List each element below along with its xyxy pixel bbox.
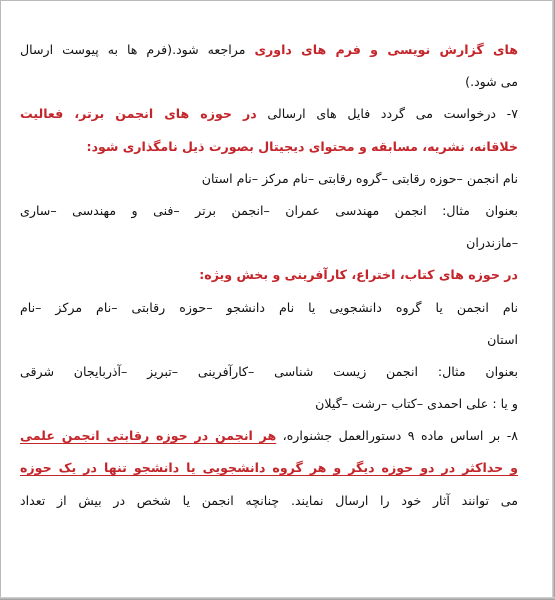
- text-line: [20, 452, 518, 484]
- text-line: [20, 163, 518, 195]
- text-line: [20, 292, 518, 324]
- body-text: می شود.): [465, 74, 518, 90]
- text-line: [20, 324, 518, 356]
- body-text: و یا : علی احمدی –کتاب –رشت –گیلان: [315, 396, 518, 412]
- text-line: [20, 98, 518, 130]
- text-line: [20, 259, 518, 291]
- text-line: [20, 195, 518, 227]
- body-text: نام انجمن –حوزه رقابتی –گروه رقابتی –نام مرکز –نام استان: [201, 170, 518, 186]
- text-line: [20, 420, 518, 452]
- text-line: [20, 66, 518, 98]
- body-text: –مازندران: [466, 235, 518, 251]
- body-text: ۷- درخواست می گردد فایل های ارسالی: [256, 106, 518, 122]
- text-line: [20, 227, 518, 259]
- body-text: ۸- بر اساس ماده ۹ دستورالعمل جشنواره،: [276, 428, 518, 444]
- body-text: نام انجمن یا گروه دانشجویی یا نام دانشجو –حوزه رقابتی –نام مرکز –نام: [20, 299, 518, 315]
- text-line: [20, 485, 518, 517]
- text-line: [20, 356, 518, 388]
- body-text: استان: [487, 331, 518, 347]
- highlighted-text: در حوزه های انجمن برتر، فعالیت: [20, 106, 257, 122]
- body-text: می توانند آثار خود را ارسال نمایند. چنانچه انجمن یا شخص در بیش از تعداد: [20, 492, 518, 508]
- highlighted-text: و حداکثر در دو حوزه دیگر و هر گروه دانشجویی یا دانشجو تنها در یک حوزه: [20, 460, 518, 476]
- document-body: [20, 34, 518, 517]
- highlighted-text: های گزارش نویسی و فرم های داوری: [254, 42, 518, 57]
- body-text: مراجعه شود.(فرم ها به پیوست ارسال: [20, 42, 255, 57]
- text-line: [20, 131, 518, 163]
- body-text: بعنوان مثال: انجمن مهندسی عمران –انجمن برتر –فنی و مهندسی –ساری: [20, 202, 518, 218]
- highlighted-text: هر انجمن در حوزه رقابتی انجمن علمی: [20, 428, 277, 444]
- highlighted-text: خلاقانه، نشریه، مسابقه و محتوای دیجیتال بصورت ذیل نامگذاری شود:: [86, 138, 518, 154]
- highlighted-text: در حوزه های کتاب، اختراع، کارآفرینی و بخش ویژه:: [199, 267, 518, 283]
- body-text: بعنوان مثال: انجمن زیست شناسی –کارآفرینی –تبریز –آذربایجان شرقی: [20, 363, 518, 379]
- text-line: [20, 34, 518, 66]
- text-line: [20, 388, 518, 420]
